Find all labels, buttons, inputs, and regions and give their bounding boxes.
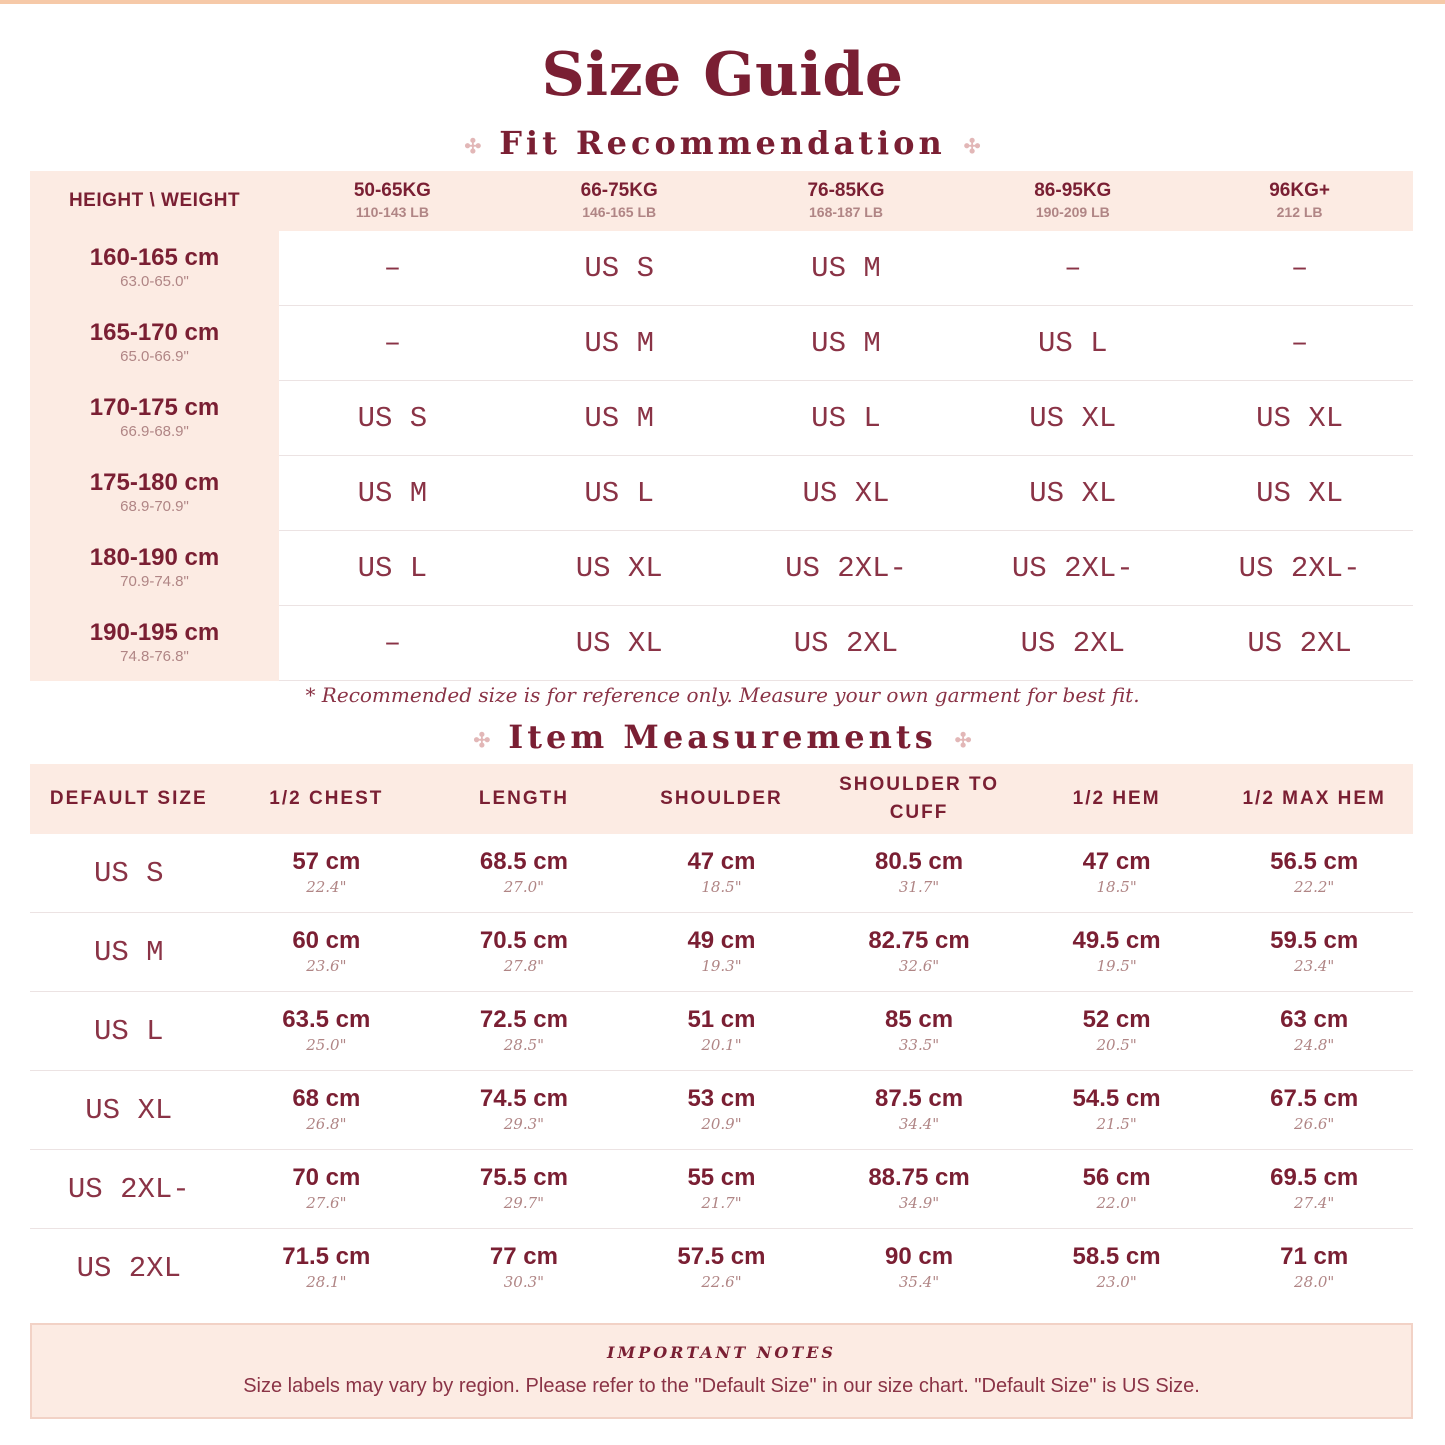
value-in: 19.3" <box>701 957 742 975</box>
value-in: 28.0" <box>1294 1273 1335 1291</box>
recommended-size-cell: US S <box>506 231 733 306</box>
measurement-cell <box>228 834 426 913</box>
height-in: 63.0-65.0" <box>120 273 189 290</box>
weight-column-header <box>959 171 1186 231</box>
weight-lb: 212 LB <box>1276 204 1323 220</box>
recommended-size-cell: US M <box>506 381 733 456</box>
value-cm: 56.5 cm <box>1270 848 1359 875</box>
important-notes-box <box>30 1323 1413 1419</box>
value-cm: 57 cm <box>292 848 361 875</box>
value-in: 34.4" <box>898 1115 940 1133</box>
value-cm: 60 cm <box>292 927 361 954</box>
value-cm: 53 cm <box>687 1085 756 1112</box>
value-in: 35.4" <box>898 1273 940 1291</box>
weight-kg: 86-95KG <box>1034 180 1112 201</box>
value-in: 27.6" <box>306 1194 347 1212</box>
value-in: 25.0" <box>306 1036 347 1054</box>
measurement-cell <box>1215 1071 1413 1150</box>
value-cm: 90 cm <box>885 1243 954 1270</box>
measurement-row <box>30 1071 1413 1150</box>
value-in: 22.0" <box>1096 1194 1137 1212</box>
measurement-row <box>30 913 1413 992</box>
value-cm: 72.5 cm <box>479 1006 568 1033</box>
recommended-size-cell: – <box>1186 231 1413 306</box>
value-cm: 77 cm <box>489 1243 558 1270</box>
height-cm: 165-170 cm <box>89 319 220 346</box>
size-label: US S <box>30 834 228 913</box>
important-notes-text: Size labels may vary by region. Please refer to the "Default Size" in our size chart. "Default Size" is US Size. <box>243 1375 1200 1397</box>
value-in: 20.1" <box>701 1036 742 1054</box>
value-in: 29.7" <box>503 1194 545 1212</box>
recommended-size-cell: – <box>959 231 1186 306</box>
page-title: Size Guide <box>541 40 904 110</box>
fit-heading-text: Fit Recommendation <box>499 124 946 162</box>
value-cm: 59.5 cm <box>1270 927 1359 954</box>
weight-kg: 76-85KG <box>807 180 885 201</box>
height-in: 66.9-68.9" <box>120 423 189 440</box>
fit-row <box>30 381 1413 456</box>
weight-lb: 110-143 LB <box>355 204 429 220</box>
height-row-header <box>30 456 279 531</box>
height-row-header <box>30 381 279 456</box>
height-cm: 190-195 cm <box>89 619 220 646</box>
item-measurements-heading <box>0 718 1445 756</box>
measurement-row <box>30 834 1413 913</box>
value-cm: 88.75 cm <box>868 1164 970 1191</box>
recommended-size-cell: US L <box>733 381 960 456</box>
value-in: 23.0" <box>1096 1273 1137 1291</box>
height-weight-corner-label: HEIGHT \ WEIGHT <box>30 171 279 231</box>
height-row-header <box>30 231 279 306</box>
measurement-cell <box>1018 1229 1216 1308</box>
recommended-size-cell: – <box>1186 306 1413 381</box>
measurement-row <box>30 1150 1413 1229</box>
value-in: 32.6" <box>898 957 940 975</box>
height-in: 70.9-74.8" <box>120 573 189 590</box>
recommended-size-cell: US M <box>733 231 960 306</box>
value-cm: 87.5 cm <box>874 1085 964 1112</box>
fit-row <box>30 606 1413 681</box>
value-in: 26.6" <box>1294 1115 1335 1133</box>
column-header-shoulder: SHOULDER <box>623 764 821 834</box>
measurement-cell <box>228 913 426 992</box>
value-cm: 58.5 cm <box>1072 1243 1161 1270</box>
fit-reference-note: * Recommended size is for reference only. Measure your own garment for best fit. <box>305 683 1140 707</box>
size-label: US XL <box>30 1071 228 1150</box>
value-cm: 67.5 cm <box>1270 1085 1359 1112</box>
recommended-size-cell: US 2XL- <box>1186 531 1413 606</box>
value-in: 30.3" <box>503 1273 545 1291</box>
recommended-size-cell: US M <box>506 306 733 381</box>
measurement-cell <box>228 1150 426 1229</box>
recommended-size-cell: US XL <box>506 531 733 606</box>
value-in: 24.8" <box>1294 1036 1335 1054</box>
measurement-cell <box>623 1150 821 1229</box>
measurement-cell <box>425 834 623 913</box>
size-label: US L <box>30 992 228 1071</box>
recommended-size-cell: US M <box>733 306 960 381</box>
measurement-cell <box>1215 992 1413 1071</box>
measurement-cell <box>1215 1229 1413 1308</box>
value-cm: 49 cm <box>687 927 756 954</box>
size-label: US M <box>30 913 228 992</box>
fit-header-row <box>30 171 1413 231</box>
recommended-size-cell: US XL <box>959 381 1186 456</box>
column-header-hem: 1/2 HEM <box>1018 764 1216 834</box>
weight-column-header <box>279 171 506 231</box>
measurement-cell <box>425 913 623 992</box>
recommended-size-cell: – <box>279 306 506 381</box>
value-in: 21.5" <box>1096 1115 1137 1133</box>
measurement-cell <box>1215 1150 1413 1229</box>
value-cm: 75.5 cm <box>479 1164 568 1191</box>
recommended-size-cell: US XL <box>1186 456 1413 531</box>
value-in: 23.4" <box>1294 957 1335 975</box>
value-cm: 51 cm <box>687 1006 756 1033</box>
value-cm: 63.5 cm <box>282 1006 371 1033</box>
recommended-size-cell: US 2XL- <box>733 531 960 606</box>
value-cm: 85 cm <box>885 1006 954 1033</box>
height-cm: 175-180 cm <box>89 469 220 496</box>
value-in: 21.7" <box>701 1194 742 1212</box>
fit-recommendation-heading <box>0 124 1445 162</box>
height-in: 74.8-76.8" <box>120 648 189 665</box>
measurement-cell <box>623 1229 821 1308</box>
measurement-cell <box>820 834 1018 913</box>
value-cm: 70 cm <box>292 1164 361 1191</box>
value-in: 20.9" <box>701 1115 742 1133</box>
height-cm: 170-175 cm <box>89 394 220 421</box>
recommended-size-cell: – <box>279 606 506 681</box>
value-in: 29.3" <box>503 1115 545 1133</box>
top-accent-bar <box>0 0 1445 4</box>
fit-recommendation-table <box>30 171 1413 681</box>
measurement-cell <box>1215 913 1413 992</box>
height-in: 68.9-70.9" <box>120 498 189 515</box>
value-cm: 68.5 cm <box>479 848 568 875</box>
weight-column-header <box>506 171 733 231</box>
column-header-default-size: DEFAULT SIZE <box>30 764 228 834</box>
measurement-cell <box>820 1229 1018 1308</box>
value-in: 33.5" <box>898 1036 940 1054</box>
value-in: 23.6" <box>306 957 347 975</box>
value-cm: 49.5 cm <box>1072 927 1161 954</box>
recommended-size-cell: US S <box>279 381 506 456</box>
measurement-cell <box>623 834 821 913</box>
value-in: 27.0" <box>503 878 545 896</box>
recommended-size-cell: US L <box>959 306 1186 381</box>
size-label: US 2XL- <box>30 1150 228 1229</box>
column-header-max-hem: 1/2 MAX HEM <box>1215 764 1413 834</box>
recommended-size-cell: US M <box>279 456 506 531</box>
measurement-cell <box>623 1071 821 1150</box>
measurement-cell <box>623 992 821 1071</box>
value-cm: 70.5 cm <box>479 927 568 954</box>
ornament-icon: ✣ <box>464 133 482 158</box>
value-in: 22.4" <box>306 878 347 896</box>
weight-kg: 50-65KG <box>353 180 431 201</box>
value-cm: 63 cm <box>1280 1006 1349 1033</box>
recommended-size-cell: US 2XL- <box>959 531 1186 606</box>
weight-lb: 146-165 LB <box>582 204 657 220</box>
value-in: 18.5" <box>701 878 742 896</box>
height-in: 65.0-66.9" <box>120 348 189 365</box>
measurement-cell <box>1215 834 1413 913</box>
value-cm: 57.5 cm <box>677 1243 766 1270</box>
value-in: 22.6" <box>701 1273 742 1291</box>
measurement-cell <box>820 1071 1018 1150</box>
value-cm: 82.75 cm <box>868 927 970 954</box>
fit-row <box>30 231 1413 306</box>
measurement-cell <box>425 1150 623 1229</box>
value-cm: 47 cm <box>1082 848 1151 875</box>
value-cm: 69.5 cm <box>1270 1164 1359 1191</box>
item-heading-text: Item Measurements <box>508 718 937 756</box>
fit-row <box>30 306 1413 381</box>
weight-column-header <box>733 171 960 231</box>
height-cm: 180-190 cm <box>89 544 220 571</box>
measurement-cell <box>820 913 1018 992</box>
measurement-cell <box>1018 913 1216 992</box>
value-in: 34.9" <box>898 1194 940 1212</box>
value-in: 27.4" <box>1294 1194 1335 1212</box>
value-cm: 55 cm <box>687 1164 756 1191</box>
fit-row <box>30 456 1413 531</box>
value-in: 22.2" <box>1294 878 1335 896</box>
value-cm: 47 cm <box>687 848 756 875</box>
value-in: 19.5" <box>1096 957 1137 975</box>
recommended-size-cell: US L <box>506 456 733 531</box>
recommended-size-cell: US L <box>279 531 506 606</box>
value-in: 28.5" <box>503 1036 545 1054</box>
measurement-cell <box>425 992 623 1071</box>
value-in: 26.8" <box>306 1115 347 1133</box>
measurement-row <box>30 992 1413 1071</box>
item-measurements-table <box>30 764 1413 1307</box>
measurement-row <box>30 1229 1413 1308</box>
measurement-cell <box>425 1229 623 1308</box>
value-cm: 74.5 cm <box>479 1085 568 1112</box>
weight-lb: 168-187 LB <box>809 204 883 220</box>
measurement-cell <box>228 1071 426 1150</box>
value-cm: 56 cm <box>1082 1164 1151 1191</box>
measurement-cell <box>1018 1150 1216 1229</box>
value-cm: 71.5 cm <box>282 1243 371 1270</box>
size-label: US 2XL <box>76 1251 181 1285</box>
recommended-size-cell: US 2XL <box>1186 606 1413 681</box>
value-in: 31.7" <box>898 878 940 896</box>
value-in: 28.1" <box>306 1273 347 1291</box>
measurement-cell <box>228 1229 426 1308</box>
measurement-cell <box>1018 992 1216 1071</box>
value-cm: 52 cm <box>1082 1006 1151 1033</box>
column-header-shoulder-to-cuff: SHOULDER TO CUFF <box>820 764 1018 834</box>
measurement-cell <box>425 1071 623 1150</box>
recommended-size-cell: US XL <box>733 456 960 531</box>
value-cm: 80.5 cm <box>874 848 964 875</box>
value-in: 27.8" <box>503 957 545 975</box>
height-row-header <box>30 306 279 381</box>
column-header-length: LENGTH <box>425 764 623 834</box>
ornament-icon: ✣ <box>963 133 981 158</box>
value-in: 18.5" <box>1096 878 1137 896</box>
weight-column-header <box>1186 171 1413 231</box>
fit-row <box>30 531 1413 606</box>
recommended-size-cell: US 2XL <box>959 606 1186 681</box>
value-cm: 68 cm <box>292 1085 361 1112</box>
measurement-cell <box>623 913 821 992</box>
measurement-cell <box>1018 1071 1216 1150</box>
ornament-icon: ✣ <box>473 727 491 752</box>
height-row-header <box>30 531 279 606</box>
measurement-cell <box>820 992 1018 1071</box>
value-cm: 71 cm <box>1280 1243 1349 1270</box>
value-cm: 54.5 cm <box>1072 1085 1161 1112</box>
ornament-icon: ✣ <box>954 727 972 752</box>
important-notes-title: IMPORTANT NOTES <box>607 1343 836 1362</box>
measurement-cell <box>228 992 426 1071</box>
recommended-size-cell: US 2XL <box>733 606 960 681</box>
weight-kg: 66-75KG <box>580 180 658 201</box>
recommended-size-cell: – <box>279 231 506 306</box>
measurement-cell <box>820 1150 1018 1229</box>
measurements-header-row <box>30 764 1413 834</box>
column-header-chest: 1/2 CHEST <box>228 764 426 834</box>
measurement-cell <box>1018 834 1216 913</box>
recommended-size-cell: US XL <box>506 606 733 681</box>
height-cm: 160-165 cm <box>89 244 220 271</box>
weight-kg: 96KG+ <box>1269 180 1330 201</box>
recommended-size-cell: US XL <box>959 456 1186 531</box>
height-row-header <box>30 606 279 681</box>
value-in: 20.5" <box>1096 1036 1137 1054</box>
weight-lb: 190-209 LB <box>1035 204 1110 220</box>
recommended-size-cell: US XL <box>1186 381 1413 456</box>
